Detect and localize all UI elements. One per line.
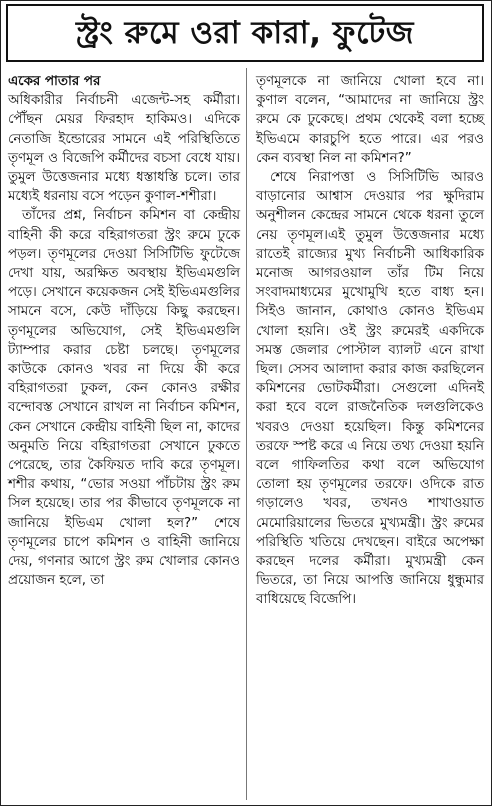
left-paragraph-1: অধিকারীর নির্বাচনী এজেন্ট-সহ কর্মীরা। পৌঁছন মেয়র ফিরহাদ হাকিমও। এদিকে নেতাজি ইন্ডোরের সামনে এই পরিস্থিতিতে তৃণমূল ও বিজেপি কর্মীদের বচসা বেধে যায়। তুমুল উত্তেজনার মধ্যে ধস্তাধস্তি চলে। তার মধ্যেই ধরনায় বসে পড়েন কুণাল-শশীরা। <box>8 93 240 205</box>
right-paragraph-2: শেষে নিরাপত্তা ও সিসিটিভি আরও বাড়ানোর আশ্বাস দেওয়ার পর ক্ষুদিরাম অনুশীলন কেন্দ্রের সামনে থেকে ধরনা তুলে নেয় তৃণমূল।এই তুমুল উত্তেজনার মধ্যে রাতেই রাজ্যের মুখ্য নির্বাচনী আধিকারিক মনোজ আগরওয়াল তাঁর টিম নিয়ে সংবাদমাধ্যমের মুখোমুখি হতে বাধ্য হন। সিইও জানান, কোথাও কোনও ইভিএম খোলা হয়নি। ওই স্ট্রং রুমেরই একদিকে সমস্ত জেলার পোস্টাল ব্যালট এনে রাখা ছিল। সেসব আলাদা করার কাজ করছিলেন কমিশনের ভোটকর্মীরা। সেগুলো এদিনই করা হবে বলে রাজনৈতিক দলগুলিকেও খবরও দেওয়া হয়েছিল। কিন্তু কমিশনের তরফে স্পষ্ট করে এ নিয়ে তথ্য দেওয়া হয়নি বলে গাফিলতির কথা বলে অভিযোগ তোলা হয় তৃণমূলের তরফে। ওদিকে রাত গড়ালেও খবর, তখনও শাখাওয়াত মেমোরিয়ালের ভিতরে মুখ্যমন্ত্রী। স্ট্রং রুমের পরিস্থিতি খতিয়ে দেখছেন। বাইরে অপেক্ষা করছেন দলের কর্মীরা। মুখ্যমন্ত্রী কেন ভিতরে, তা নিয়ে আপত্তি জানিয়ে ধুন্ধুমার বাধিয়েছে বিজেপি। <box>256 170 484 608</box>
continued-label: একের পাতার পর <box>8 74 101 89</box>
right-column <box>256 72 484 610</box>
headline: স্ট্রং রুমে ওরা কারা, ফুটেজ <box>75 14 415 51</box>
right-paragraph-1: তৃণমূলকে না জানিয়ে খোলা হবে না। কুণাল বলেন, “আমাদের না জানিয়ে স্ট্রং রুমে কে ঢুকেছে। প্রথম থেকেই বলা হচ্ছে ইভিএমে কারচুপি হতে পারে। এর পরও কেন ব্যবস্থা নিল না কমিশন?” <box>256 74 484 166</box>
column-divider <box>246 68 247 800</box>
left-column <box>8 72 240 590</box>
left-paragraph-2: তাঁদের প্রশ্ন, নির্বাচন কমিশন বা কেন্দ্রীয় বাহিনী কী করে বহিরাগতরা স্ট্রং রুমে ঢুকে পড়ল। তৃণমূলের দেওয়া সিসিটিভি ফুটেজে দেখা যায়, অরক্ষিত অবস্থায় ইভিএমগুলি পড়ে। সেখানে কয়েকজন সেই ইভিএমগুলির সামনে বসে, কেউ দাঁড়িয়ে কিছু করছেন। তৃণমূলের অভিযোগ, সেই ইভিএমগুলি ট্যাম্পার করার চেষ্টা চলছে। তৃণমূলের কাউকে কোনও খবর না দিয়ে কী করে বহিরাগতরা ঢুকল, কেন কোনও রক্ষীর বন্দোবস্ত সেখানে রাখল না নির্বাচন কমিশন, কেন সেখানে কেন্দ্রীয় বাহিনী ছিল না, কাদের অনুমতি নিয়ে বহিরাগতরা সেখানে ঢুকতে পেরেছে, তার কৈফিয়ত দাবি করে তৃণমূল। শশীর কথায়, “ভোর সওয়া পাঁচটায় স্ট্রং রুম সিল হয়েছে। তার পর কীভাবে তৃণমূলকে না জানিয়ে ইভিএম খোলা হল?” শেষে তৃণমূলের চাপে কমিশন ও বাহিনী জানিয়ে দেয়, গণনার আগে স্ট্রং রুম খোলার কোনও প্রয়োজন হলে, তা <box>8 208 240 589</box>
headline-box <box>6 4 484 62</box>
